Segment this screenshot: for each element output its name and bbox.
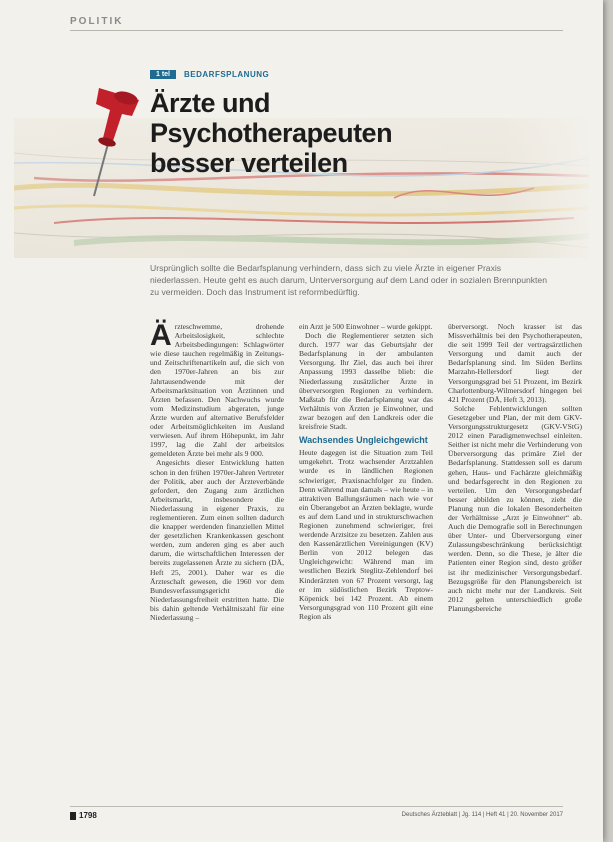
page-marker-icon [70, 812, 76, 820]
page-number [70, 811, 97, 820]
paragraph-text: rzteschwemme, drohende Arbeitslosigkeit, schlechte Arbeitsbedingungen: Schlagwörter wie diese tauchen regelmäßig in Zeitungs- und Zeitschriftenartikeln auf, die sich von den 1970er-Jahren an bis zur Jahrtausendwende mit der Arbeitsmarktsituation von Ärztinnen und Ärzten befassen. Den Nachwuchs wurde vom Medizinstudium abgeraten, junge Ärzte wurden auf alternative Berufsfelder oder Arbeitsmöglichkeiten im Ausland verwiesen. Auf ihrem Höhepunkt, im Jahr 1997, lag die Zahl der arbeitslos gemeldeten Ärzte bei mehr als 9 000. [150, 322, 284, 459]
paragraph [150, 319, 284, 459]
article-lead: Ursprünglich sollte die Bedarfsplanung verhindern, dass sich zu viele Ärzte in eigener Praxis niederlassen. Heute geht es auch darum, Unterversorgung auf dem Land oder in sozialen Brennpunkten zu vermeiden. Doch das Instrument ist reformbedürftig. [150, 263, 547, 297]
text-column-3 [448, 322, 582, 613]
paragraph: ein Arzt je 500 Einwohner – wurde gekippt. [299, 322, 433, 331]
text-column-1 [150, 319, 284, 622]
paragraph: Heute dagegen ist die Situation zum Teil umgekehrt. Trotz wachsender Arztzahlen wurde es in ländlichen Regionen schwieriger, Praxisnachfolger zu finden. Denn während man damals – wie heute – in attraktiven Ballungsräumen nach wie vor ein Überangebot an Ärzten beklagte, wurde es auf dem Land und in strukturschwachen Regionen zunehmend schwieriger, frei werdende Arztsitze zu besetzen. Zahlen aus den Kassenärztlichen Vereinigungen (KV) Berlin von 2012 belegen das Ungleichgewicht: Während man im westlichen Bezirk Steglitz-Zehlendorf bei Kinderärzten von 67 Prozent versorgt, lag er im südöstlichen Bezirk Treptow-Köpenick bei 142 Prozent. Ab einem Versorgungsgrad von 110 Prozent gilt eine Region als [299, 448, 433, 621]
rubric-divider [70, 30, 563, 31]
subheading: Wachsendes Ungleichgewicht [299, 435, 428, 446]
journal-citation: Deutsches Ärzteblatt | Jg. 114 | Heft 41 | 20. November 2017 [401, 812, 563, 818]
series-tag: 1 tel [150, 70, 176, 79]
page-number-text: 1798 [79, 811, 97, 820]
headline-line-2: besser verteilen [150, 148, 348, 178]
drop-cap: Ä [150, 319, 172, 352]
paragraph: Solche Fehlentwicklungen sollten Gesetzgeber und Plan, der mit dem GKV-Versorgungsstrukturgesetz (GKV-VStG) 2012 einen Paradigmenwechsel einleiten. Seither ist nicht mehr die Verhinderung von Überversorgung das primäre Ziel der Bedarfsplanung. Stattdessen soll es darum gehen, Haus- und Fachärzte gleichmäßig und bedarfsgerecht in den Regionen zu verteilen. Um den Versorgungsbedarf besser abbilden zu können, zieht die Planung nun die lokalen Besonderheiten der Verhältnisse „Arzt je Einwohner“ ab. Auch die Demografie soll in Berechnungen über Unter- und Überversorgung einer Zulassungsbeschränkung berücksichtigt werden. Denn, so die These, je älter die Patienten einer Region sind, desto größer ist ihr medizinischer Versorgungsbedarf. Bezugsgröße für den Planungsbereich ist auch nicht mehr nur der Landkreis. Seit 2012 gelten unterschiedlich große Planungsbereiche [448, 403, 582, 613]
kicker: BEDARFSPLANUNG [184, 70, 270, 79]
paragraph: Angesichts dieser Entwicklung hatten schon in den frühen 1970er-Jahren Vertreter der Politik, aber auch der Ärzteverbände gefordert, den Zugang zum ärztlichen Arbeitsmarkt, insbesondere die Niederlassung in eigener Praxis, zu reglementieren. Zum einen sollten dadurch die knapper werdenden finanziellen Mittel der gesetzlichen Krankenkassen geschont werden, zum anderen ging es aber auch darum, die wirtschaftlichen Interessen der bereits zugelassenen Ärzte zu sichern (DÄ, Heft 25, 2001). Daher war es die Ärzteschaft gewesen, die 1960 vor dem Bundesverfassungsgericht die Niederlassungsfreiheit erstritten hatte. Die bis dahin geltende Verhältniszahl für eine Niederlassung – [150, 458, 284, 622]
text-column-2 [299, 322, 433, 621]
article-tag-row [150, 70, 269, 79]
headline-line-1: Ärzte und Psychotherapeuten [150, 88, 393, 148]
article-headline [150, 88, 510, 178]
section-rubric: POLITIK [70, 16, 124, 27]
paragraph: Doch die Reglementierer setzten sich durch. 1977 war das Geburtsjahr der Bedarfsplanung in der ambulanten Versorgung. Ihr Ziel, das auch bei ihrer Anpassung 1993 dasselbe blieb: die Niederlassung zusätzlicher Ärzte in überversorgten Regionen zu verhindern. Maßstab für die Bedarfsplanung war das Verhältnis von Ärzten je Einwohner, und zwar bezogen auf den Landkreis oder die kreisfreie Stadt. [299, 331, 433, 432]
footer-divider [70, 806, 563, 807]
paragraph: überversorgt. Noch krasser ist das Missverhältnis bei den Psychotherapeuten, die seit 1999 Teil der vertragsärztlichen Versorgung und damit auch der Bedarfsplanung sind. Im Süden Berlins Marzahn-Hellersdorf liegt der Versorgungsgrad bei 51 Prozent, im Bezirk Charlottenburg-Wilmersdorf hingegen bei 421 Prozent (DÄ, Heft 3, 2013). [448, 322, 582, 404]
